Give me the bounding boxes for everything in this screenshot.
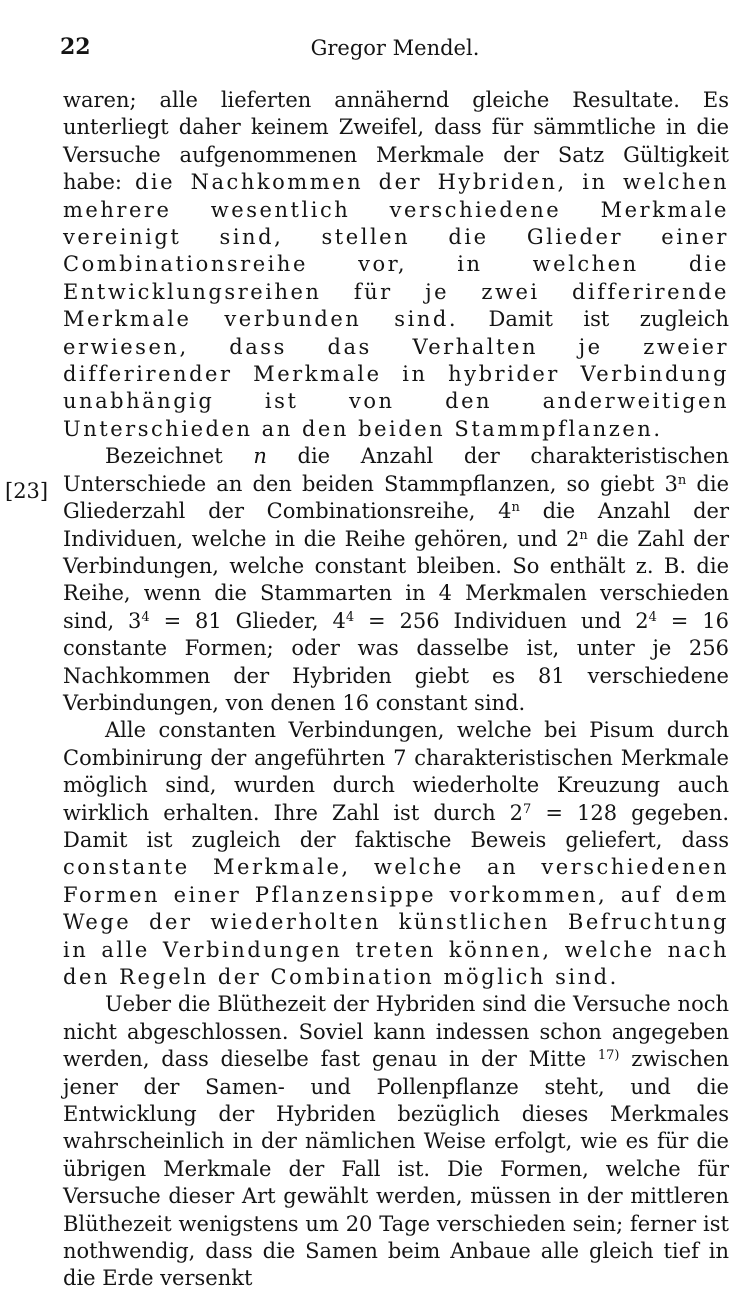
paragraph — [63, 443, 729, 717]
superscript: n — [677, 472, 687, 488]
paragraph — [63, 717, 729, 991]
text-run: = 256 Individuen und 2 — [354, 608, 649, 633]
italic-variable: n — [253, 444, 267, 469]
text-run: Alle constanten Verbindungen, welche bei Pisum durch Combinirung der angeführten 7 charakteristischen Merkmale möglich sind, wurden durch wiederholte Kreuzung auch wirklich erhalten. Ihre Zahl ist durch 2 — [63, 718, 729, 825]
text-run: = 81 Glieder, 4 — [149, 608, 346, 633]
margin-page-reference: [23] — [5, 479, 49, 503]
spaced-emphasis: erwiesen, dass das Verhalten je zweier differirender Merkmale in hybrider Verbindung unabhängig ist von den anderweitigen Unterschieden an den beiden Stammpflanzen. — [63, 334, 729, 441]
text-run: Damit ist zugleich — [458, 307, 729, 332]
superscript: 17) — [597, 1048, 620, 1064]
text-run: Bezeichnet — [105, 444, 254, 469]
body-text — [63, 87, 729, 1293]
paragraph — [63, 991, 729, 1292]
superscript: 4 — [345, 609, 355, 625]
paragraph — [63, 87, 729, 443]
page-number: 22 — [60, 34, 91, 60]
text-run: zwischen jener der Samen- und Pollenpflanze steht, und die Entwicklung der Hybriden bezüglich dieses Merkmales wahrscheinlich in der nämlichen Weise erfolgt, wie es für die übrigen Merkmale der Fall ist. Die Formen, welche für Versuche dieser Art gewählt werden, müssen in der mittleren Blüthezeit wenigstens um 20 Tage verschieden sein; ferner ist nothwendig, dass die Samen beim Anbaue alle gleich tief in die Erde versenkt — [63, 1047, 729, 1291]
text-run: = 16 constante Formen; oder was dasselbe ist, unter je 256 Nachkommen der Hybriden giebt es 81 verschiedene Verbindungen, von denen 16 constant sind. — [63, 608, 729, 715]
text-run: die Gliederzahl der Combinationsreihe, 4 — [63, 471, 729, 524]
superscript: 4 — [141, 609, 150, 625]
text-run: die Anzahl der charakteristischen Unterschiede an den beiden Stammpflanzen, so giebt 3 — [63, 444, 730, 496]
text-run: Ueber die Blüthezeit der Hybriden sind die Versuche noch nicht abgeschlossen. Soviel kann indessen schon angegeben werden, dass dieselbe fast genau in der Mitte — [63, 992, 729, 1072]
text-run: die Zahl der Verbindungen, welche constant bleiben. So enthält z. B. die Reihe, wenn die Stammarten in 4 Merkmalen verschieden sind, 3 — [63, 526, 730, 633]
running-title: Gregor Mendel. — [310, 36, 480, 60]
superscript: 4 — [648, 609, 657, 625]
text-run: die Anzahl der Individuen, welche in die Reihe gehören, und 2 — [63, 499, 729, 551]
text-run: waren; alle lieferten annähernd gleiche Resultate. Es unterliegt daher keinem Zweifel, dass für sämmtliche in die Versuche aufgenommenen Merkmale der Satz Gültigkeit habe: — [63, 88, 729, 195]
page-header — [60, 30, 730, 70]
superscript: n — [579, 527, 588, 543]
superscript: n — [511, 499, 520, 515]
spaced-emphasis: die Nachkommen der Hybriden, in welchen mehrere wesentlich verschiedene Merkmale vereinigt sind, stellen die Glieder einer Combinationsreihe vor, in welchen die Entwicklungsreihen für je zwei differirende Merkmale verbunden sind. — [63, 170, 729, 332]
superscript: 7 — [523, 801, 532, 817]
spaced-emphasis: constante Merkmale, welche an verschiedenen Formen einer Pflanzensippe vorkommen, auf dem Wege der wiederholten künstlichen Befruchtung in alle Verbindungen treten können, welche nach den Regeln der Combination möglich sind. — [63, 855, 729, 989]
text-run: = 128 gegeben. Damit ist zugleich der faktische Beweis geliefert, dass — [63, 800, 729, 852]
